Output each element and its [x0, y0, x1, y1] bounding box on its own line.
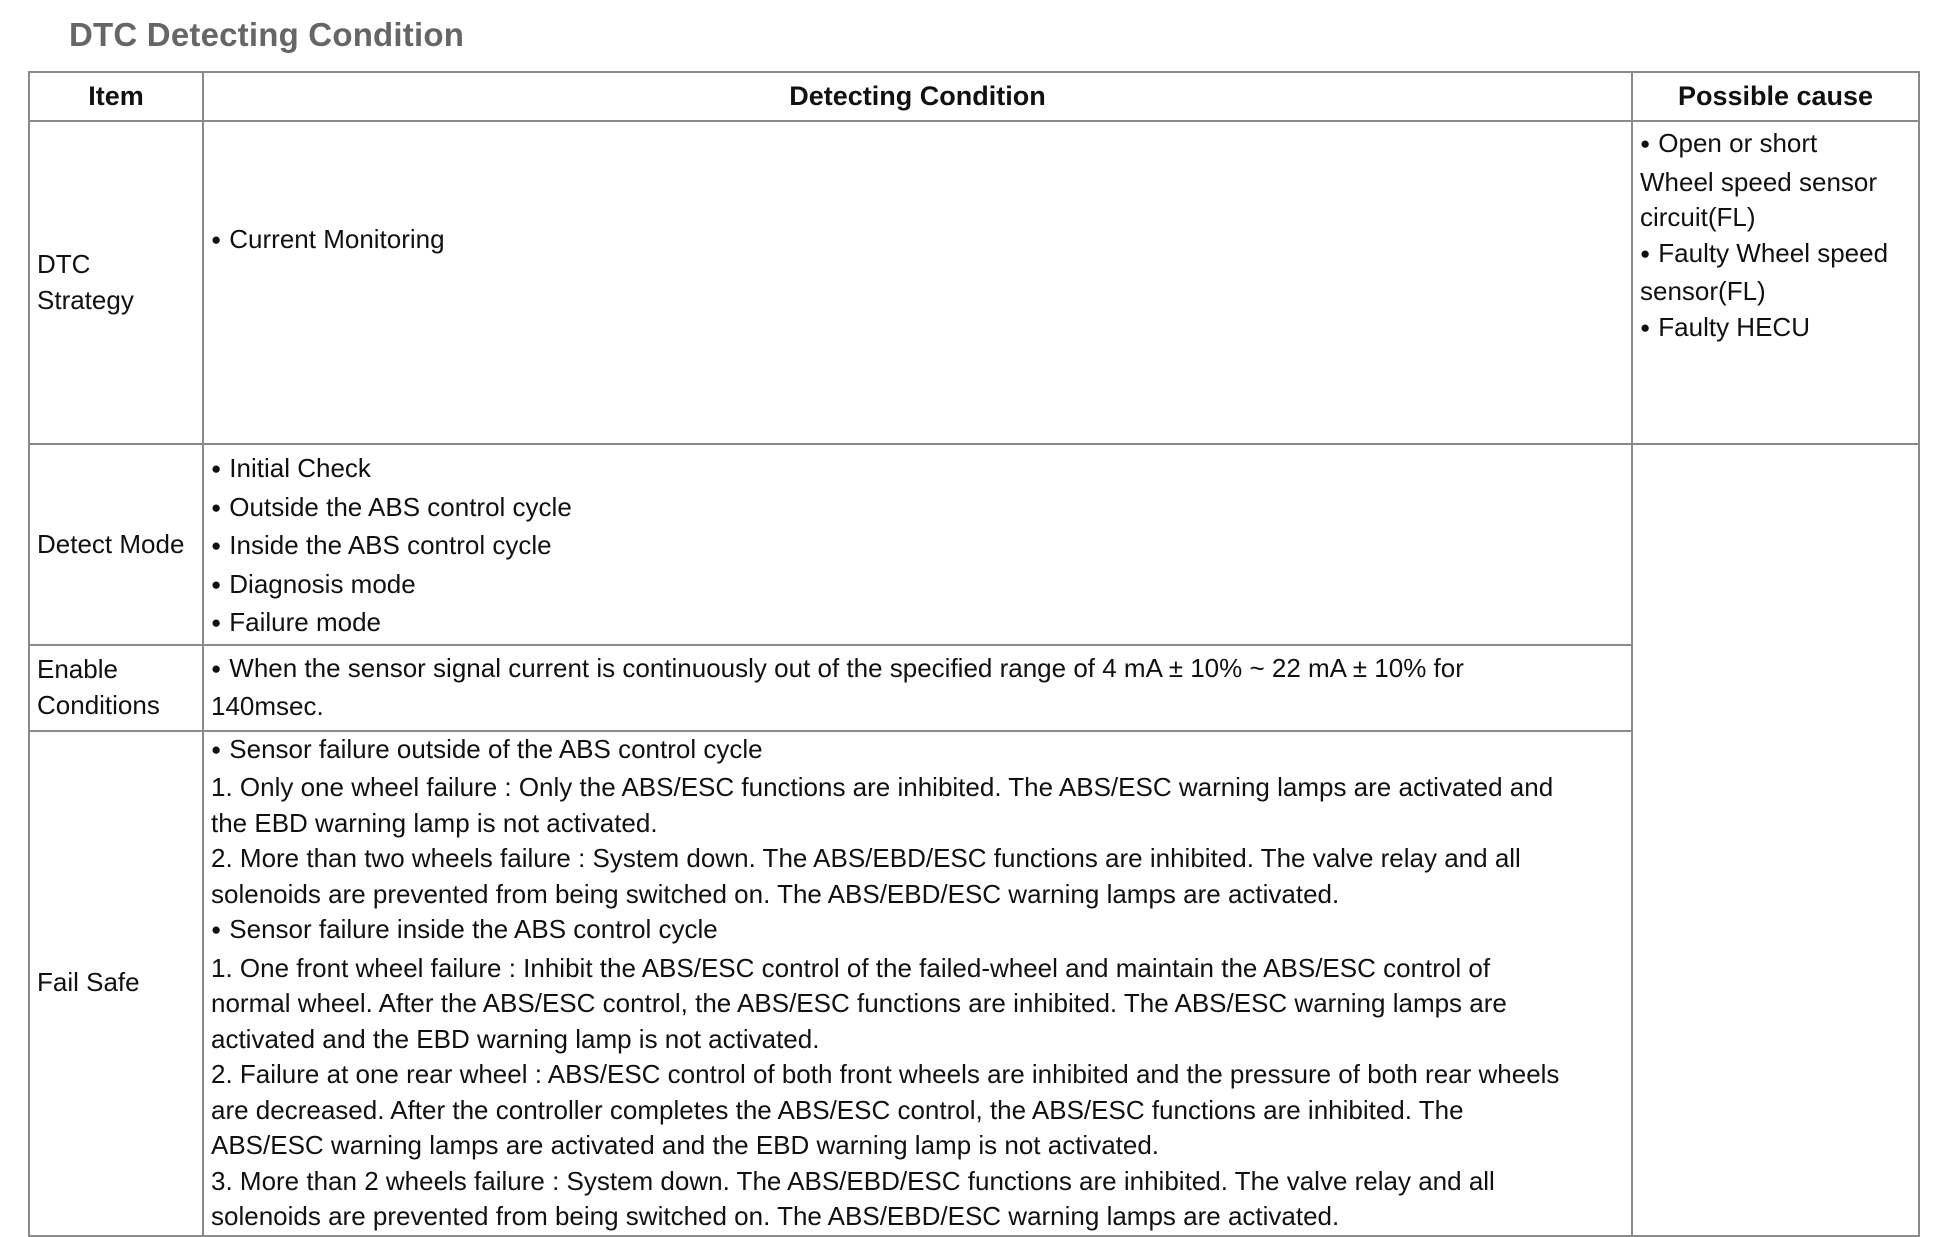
cause-text-line: sensor(FL) [1640, 276, 1766, 306]
item-enable-conditions [29, 645, 203, 731]
bullet-item: ● Diagnosis mode [211, 567, 1624, 606]
text-line: 3. More than 2 wheels failure : System down. The ABS/EBD/ESC functions are inhibited. The valve relay and all [211, 1165, 1495, 1196]
condition-detect-mode [203, 444, 1632, 645]
header-item: Item [29, 72, 203, 121]
cause-bullet-item: ● Faulty HECU [1640, 310, 1911, 349]
table-header-row [29, 72, 1919, 121]
text-line: normal wheel. After the ABS/ESC control, the ABS/ESC functions are inhibited. The ABS/ESC warning lamps are [211, 988, 1507, 1018]
item-text-line: Strategy [37, 284, 134, 315]
bullet-item: ● Failure mode [211, 605, 1624, 644]
bullet-item: ● Sensor failure inside the ABS control cycle [211, 912, 1624, 951]
bullet-item: ● Initial Check [211, 451, 1624, 490]
condition-dtc-strategy [203, 121, 1632, 444]
text-line: solenoids are prevented from being switched on. The ABS/EBD/ESC warning lamps are activated. [211, 1201, 1340, 1231]
text-line: 140msec. [211, 691, 324, 721]
header-possible-cause: Possible cause [1632, 72, 1919, 121]
bullet-item: ● Sensor failure outside of the ABS control cycle [211, 732, 1624, 771]
bullet-item: ● Outside the ABS control cycle [211, 490, 1624, 529]
item-text-line: Enable [37, 654, 118, 684]
item-fail-safe: Fail Safe [29, 731, 203, 1236]
bullet-item: ● Current Monitoring [211, 222, 1624, 261]
text-line: ABS/ESC warning lamps are activated and the EBD warning lamp is not activated. [211, 1130, 1160, 1160]
item-text-line: DTC [37, 249, 91, 279]
text-line: activated and the EBD warning lamp is not activated. [211, 1023, 820, 1054]
page-title: DTC Detecting Condition [69, 16, 465, 53]
text-line: 1. Only one wheel failure : Only the ABS/ESC functions are inhibited. The ABS/ESC warning lamps are activated and [211, 772, 1554, 802]
bullet-item: ● Inside the ABS control cycle [211, 528, 1624, 567]
item-text-line: Conditions [37, 689, 160, 720]
text-line: are decreased. After the controller completes the ABS/ESC control, the ABS/ESC functions are inhibited. The [211, 1094, 1464, 1125]
bullet-item: ● When the sensor signal current is continuously out of the specified range of 4 mA ± 10% ~ 22 mA ± 10% for [211, 651, 1624, 690]
cause-bullet-item: ● Open or short [1640, 126, 1911, 165]
header-detecting-condition: Detecting Condition [203, 72, 1632, 121]
text-line: 1. One front wheel failure : Inhibit the ABS/ESC control of the failed-wheel and maintain the ABS/ESC control of [211, 952, 1491, 983]
text-line: the EBD warning lamp is not activated. [211, 807, 658, 838]
possible-cause-empty-cell [1632, 444, 1919, 1236]
item-dtc-strategy [29, 121, 203, 444]
condition-fail-safe [203, 731, 1632, 1236]
cause-bullet-item: ● Faulty Wheel speed [1640, 236, 1911, 275]
text-line: 2. More than two wheels failure : System down. The ABS/EBD/ESC functions are inhibited. The valve relay and all [211, 843, 1521, 873]
cause-text-line: Wheel speed sensor [1640, 166, 1878, 197]
possible-cause-cell [1632, 121, 1919, 444]
text-line: 2. Failure at one rear wheel : ABS/ESC control of both front wheels are inhibited and the pressure of both rear wheels [211, 1059, 1560, 1089]
table-row-detect-mode [29, 444, 1919, 645]
table-row-dtc-strategy [29, 121, 1919, 444]
condition-enable-conditions [203, 645, 1632, 731]
text-line: solenoids are prevented from being switched on. The ABS/EBD/ESC warning lamps are activated. [211, 878, 1340, 909]
item-detect-mode: Detect Mode [29, 444, 203, 645]
cause-text-line: circuit(FL) [1640, 202, 1756, 232]
dtc-condition-table [28, 71, 1920, 1237]
